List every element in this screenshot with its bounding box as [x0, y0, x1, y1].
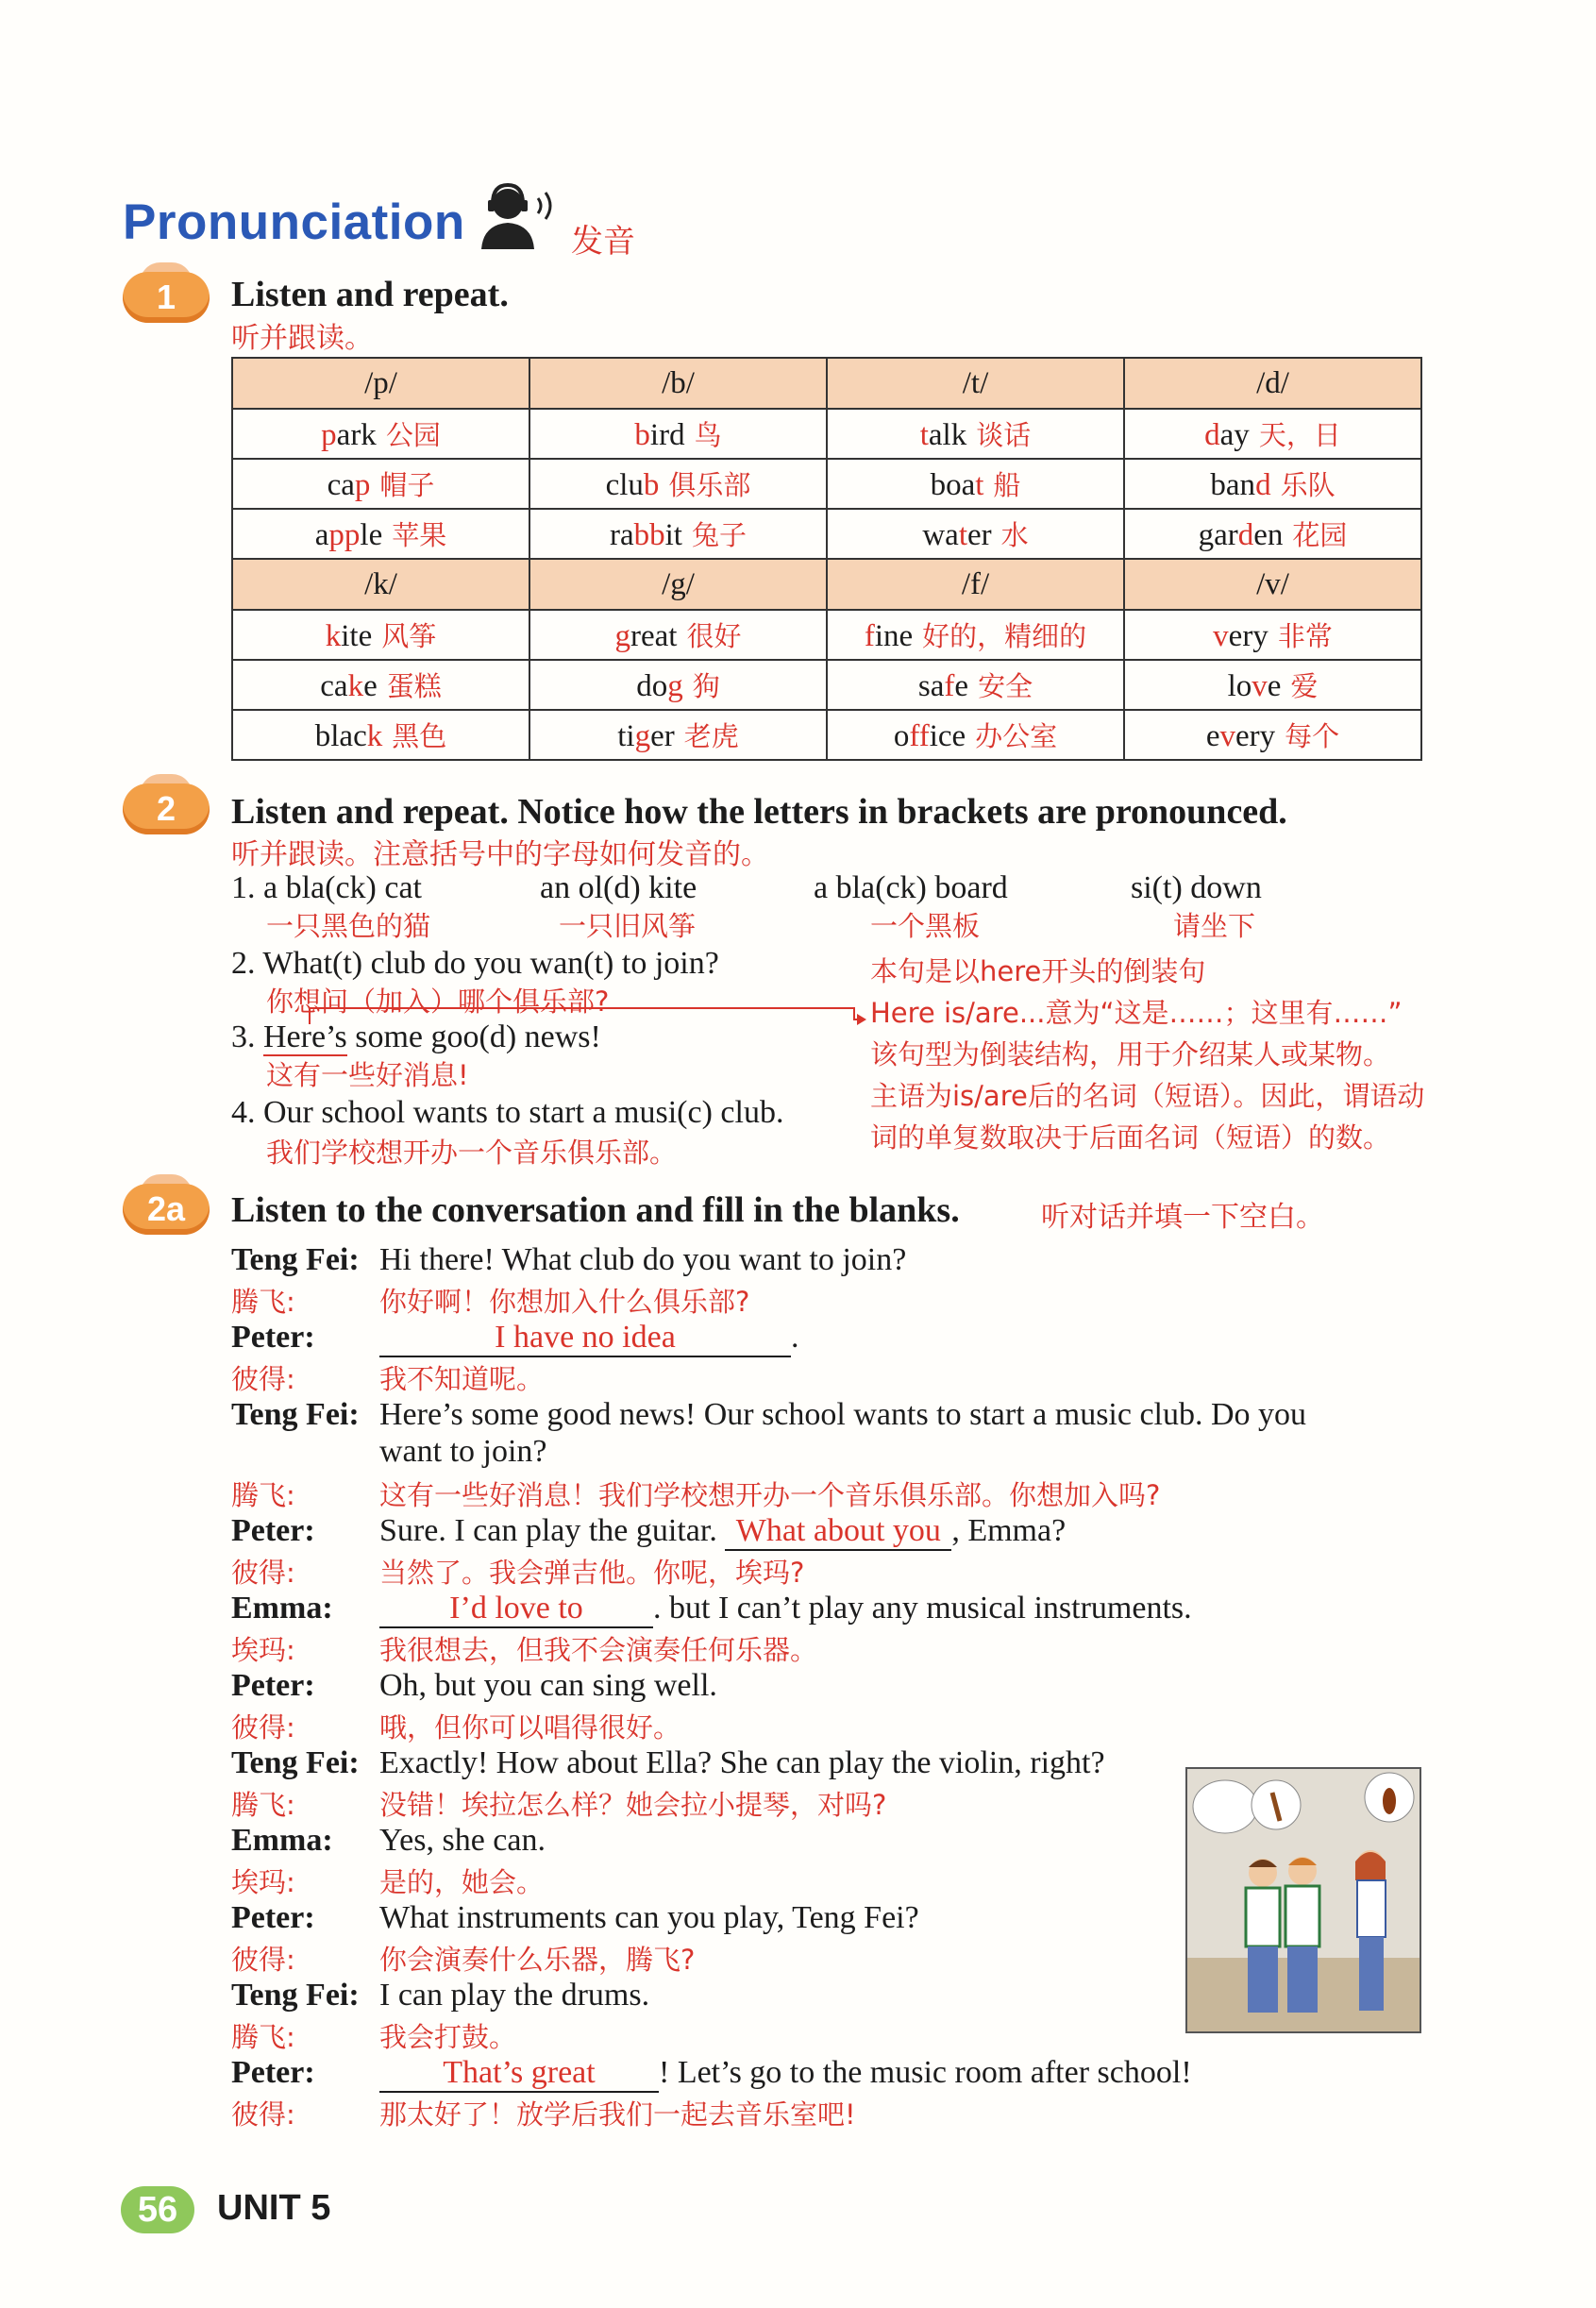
section-2a-heading: Listen to the conversation and fill in the blanks.: [231, 1190, 960, 1230]
word-translation: 水: [1000, 519, 1029, 551]
phoneme-header: /t/: [827, 358, 1124, 409]
page-title: Pronunciation: [123, 194, 465, 250]
page-title-cn: 发音: [571, 223, 635, 261]
word-translation: 公园: [385, 419, 441, 451]
word-cell: [1124, 509, 1421, 559]
speaker-name: Peter:: [231, 1320, 315, 1355]
phoneme-header: /d/: [1124, 358, 1421, 409]
word-cell: [827, 610, 1124, 660]
word-translation: 很好: [686, 620, 742, 652]
answer-blank: I’d love to: [379, 1591, 653, 1628]
highlighted-letter: d: [1255, 468, 1271, 502]
section-2-heading: Listen and repeat. Notice how the letters in brackets are pronounced.: [231, 792, 1287, 832]
here-is-underline: Here’s: [263, 1019, 347, 1054]
table-row: [232, 409, 1421, 459]
highlighted-letter: ff: [909, 719, 930, 753]
word-cell: [1124, 459, 1421, 509]
word-translation: 非常: [1277, 620, 1333, 652]
speaker-name-cn: 彼得:: [231, 1944, 295, 1976]
grammar-note-1: 本句是以here开头的倒装句: [870, 955, 1206, 987]
phoneme-header: /k/: [232, 559, 529, 610]
highlighted-letter: d: [1237, 518, 1254, 552]
item-1-phrase-4: si(t) down: [1131, 870, 1262, 905]
word-translation: 俱乐部: [668, 469, 751, 501]
dialog-line: [379, 1242, 906, 1278]
word-part: it: [664, 518, 682, 552]
word-part: boa: [930, 468, 976, 502]
line-text: .: [791, 1320, 799, 1355]
music-club-illustration: [1185, 1767, 1421, 2033]
word-cell: [529, 459, 827, 509]
speaker-name: Peter:: [231, 1900, 315, 1935]
unit-label: UNIT 5: [217, 2188, 331, 2228]
word-part: ite: [341, 619, 373, 653]
speaker-name: Teng Fei:: [231, 1397, 360, 1432]
line-text: , Emma?: [951, 1513, 1067, 1548]
item-1-cn-2: 一只旧风筝: [559, 910, 697, 942]
section-1-heading: Listen and repeat.: [231, 275, 509, 314]
word-translation: 谈话: [976, 419, 1032, 451]
word-part: ine: [874, 619, 914, 653]
dialog-translation: 我会打鼓。: [379, 2021, 517, 2053]
phonics-table: [231, 357, 1422, 761]
speaker-name-cn: 腾飞:: [231, 1286, 295, 1318]
line-text: What instruments can you play, Teng Fei?: [379, 1900, 919, 1935]
word-cell: [827, 459, 1124, 509]
speaker-name-cn: 彼得:: [231, 2098, 295, 2131]
word-part: er: [650, 719, 675, 753]
dialog-line: [379, 1745, 1105, 1781]
table-header-row: [232, 358, 1421, 409]
line-text: ! Let’s go to the music room after school!: [659, 2055, 1192, 2090]
table-header-row: [232, 559, 1421, 610]
dialog-line: [379, 1900, 919, 1936]
word-part: wa: [922, 518, 959, 552]
speaker-name-cn: 腾飞:: [231, 2021, 295, 2053]
highlighted-letter: g: [667, 669, 683, 703]
dialog-translation: 没错！埃拉怎么样？她会拉小提琴，对吗?: [379, 1789, 887, 1821]
table-row: [232, 710, 1421, 760]
word-translation: 兔子: [691, 519, 747, 551]
word-part: e: [363, 669, 378, 703]
dialog-translation: 你好啊！你想加入什么俱乐部?: [379, 1286, 750, 1318]
word-part: ca: [327, 468, 355, 502]
word-translation: 风筝: [381, 620, 437, 652]
section-2a-heading-cn: 听对话并填一下空白。: [1041, 1201, 1324, 1234]
item-3-sentence: 3. Here’s some goo(d) news!: [231, 1019, 601, 1054]
table-row: [232, 610, 1421, 660]
highlighted-letter: g: [614, 619, 631, 653]
word-cell: [232, 710, 529, 760]
dialog-translation: 哦，但你可以唱得很好。: [379, 1711, 681, 1744]
answer-blank: I have no idea: [379, 1320, 791, 1357]
speaker-name: Teng Fei:: [231, 1242, 360, 1277]
speaker-name-cn: 埃玛:: [231, 1634, 295, 1666]
item-1-cn-3: 一个黑板: [870, 910, 981, 942]
highlighted-letter: b: [634, 418, 650, 452]
highlighted-letter: v: [1219, 719, 1235, 753]
word-cell: [232, 459, 529, 509]
highlighted-letter: v: [1252, 669, 1268, 703]
word-part: ery: [1228, 619, 1268, 653]
item-3-cn: 这有一些好消息!: [266, 1059, 469, 1091]
word-translation: 帽子: [379, 469, 435, 501]
word-cell: [1124, 610, 1421, 660]
word-cell: [232, 660, 529, 710]
word-part: le: [360, 518, 383, 552]
dialog-line: [379, 1668, 717, 1704]
word-cell: [827, 509, 1124, 559]
highlighted-letter: k: [347, 669, 364, 703]
word-part: ery: [1235, 719, 1276, 753]
word-part: lo: [1227, 669, 1252, 703]
word-part: ice: [929, 719, 966, 753]
page-number-badge: 56: [121, 2186, 194, 2233]
word-part: alk: [928, 418, 967, 452]
word-part: do: [636, 669, 668, 703]
highlighted-letter: g: [634, 719, 651, 753]
word-translation: 安全: [978, 670, 1033, 702]
word-part: e: [1267, 669, 1282, 703]
word-cell: [827, 409, 1124, 459]
line-text: Hi there! What club do you want to join?: [379, 1242, 907, 1277]
speaker-name: Emma:: [231, 1591, 333, 1626]
word-translation: 爱: [1290, 670, 1319, 702]
dialog-translation: 是的，她会。: [379, 1866, 545, 1898]
word-translation: 花园: [1292, 519, 1348, 551]
highlighted-letter: b: [643, 468, 660, 502]
table-row: [232, 509, 1421, 559]
word-part: ca: [320, 669, 348, 703]
highlighted-letter: t: [919, 418, 929, 452]
word-part: ban: [1210, 468, 1256, 502]
word-part: ay: [1219, 418, 1250, 452]
word-translation: 乐队: [1280, 469, 1336, 501]
dialog-translation: 我不知道呢。: [379, 1363, 545, 1395]
dialog-line: [379, 1591, 1192, 1628]
highlighted-letter: p: [354, 468, 371, 502]
word-cell: [232, 610, 529, 660]
word-cell: [529, 660, 827, 710]
item-4-sentence: 4. Our school wants to start a musi(c) club.: [231, 1095, 784, 1130]
table-row: [232, 660, 1421, 710]
speaker-name: Teng Fei:: [231, 1745, 360, 1780]
word-part: ird: [649, 418, 685, 452]
speaker-name-cn: 彼得:: [231, 1711, 295, 1744]
grammar-note-5: 词的单复数取决于后面名词（短语）的数。: [870, 1121, 1391, 1154]
highlighted-letter: bb: [633, 518, 665, 552]
dialog-line: [379, 2055, 1192, 2093]
section-2-heading-cn: 听并跟读。注意括号中的字母如何发音的。: [231, 838, 769, 871]
word-part: gar: [1198, 518, 1238, 552]
item-1-phrase-3: a bla(ck) board: [814, 870, 1008, 905]
word-cell: [529, 509, 827, 559]
speaker-name: Emma:: [231, 1823, 333, 1858]
speaker-name: Peter:: [231, 1513, 315, 1548]
word-part: sa: [917, 669, 945, 703]
phoneme-header: /b/: [529, 358, 827, 409]
word-translation: 鸟: [694, 419, 722, 451]
word-translation: 天，日: [1258, 419, 1341, 451]
word-cell: [827, 660, 1124, 710]
word-part: a: [314, 518, 329, 552]
word-part: ark: [336, 418, 377, 452]
answer-blank: What about you: [725, 1513, 951, 1551]
speaker-name: Peter:: [231, 2055, 315, 2090]
phoneme-header: /f/: [827, 559, 1124, 610]
line-text: Yes, she can.: [379, 1823, 546, 1858]
word-part: reat: [630, 619, 678, 653]
dialog-line: [379, 1513, 1066, 1551]
word-cell: [1124, 660, 1421, 710]
dialog-line: [379, 1823, 546, 1859]
listening-person-icon: [468, 181, 559, 257]
table-row: [232, 459, 1421, 509]
item-1-phrase-1: 1. a bla(ck) cat: [231, 870, 422, 905]
highlighted-letter: k: [366, 719, 383, 753]
speaker-name-cn: 彼得:: [231, 1557, 295, 1589]
item-1-cn-4: 请坐下: [1173, 910, 1256, 942]
speaker-name-cn: 彼得:: [231, 1363, 295, 1395]
highlighted-letter: t: [975, 468, 984, 502]
word-part: ra: [610, 518, 634, 552]
speaker-name-cn: 腾飞:: [231, 1789, 295, 1821]
item-2-cn: 你想问（加入）哪个俱乐部?: [266, 986, 610, 1018]
dialog-translation: 当然了。我会弹吉他。你呢，埃玛?: [379, 1557, 805, 1589]
item-2-sentence: 2. What(t) club do you wan(t) to join?: [231, 946, 719, 981]
line-text: . but I can’t play any musical instruments.: [653, 1591, 1192, 1626]
highlighted-letter: v: [1213, 619, 1229, 653]
word-translation: 老虎: [683, 720, 739, 752]
grammar-note-2: Here is/are...意为“这是……；这里有……”: [870, 997, 1403, 1029]
line-text: Sure. I can play the guitar.: [379, 1513, 726, 1548]
word-translation: 好的，精细的: [922, 620, 1087, 652]
word-translation: 每个: [1285, 720, 1340, 752]
section-1-heading-cn: 听并跟读。: [231, 322, 373, 355]
word-part: clu: [605, 468, 644, 502]
dialog-translation: 这有一些好消息！我们学校想开办一个音乐俱乐部。你想加入吗?: [379, 1479, 1161, 1511]
word-translation: 办公室: [975, 720, 1058, 752]
item-1-cn-1: 一只黑色的猫: [266, 910, 431, 942]
speaker-name: Peter:: [231, 1668, 315, 1703]
section-2a-badge: 2a: [123, 1184, 210, 1235]
word-translation: 狗: [692, 670, 720, 702]
speaker-name: Teng Fei:: [231, 1978, 360, 2013]
line-text: Exactly! How about Ella? She can play the violin, right?: [379, 1745, 1105, 1780]
word-translation: 黑色: [392, 720, 447, 752]
line-text: Here’s some good news! Our school wants to start a music club. Do you: [379, 1397, 1307, 1432]
word-part: en: [1253, 518, 1284, 552]
dialog-translation: 那太好了！放学后我们一起去音乐室吧!: [379, 2098, 856, 2131]
dialog-line: [379, 1978, 649, 2013]
highlighted-letter: f: [944, 669, 955, 703]
word-translation: 船: [993, 469, 1021, 501]
phoneme-header: /v/: [1124, 559, 1421, 610]
grammar-note-4: 主语为is/are后的名词（短语）。因此，谓语动: [870, 1080, 1425, 1112]
highlighted-letter: k: [325, 619, 342, 653]
word-cell: [232, 509, 529, 559]
highlighted-letter: p: [321, 418, 337, 452]
phoneme-header: /p/: [232, 358, 529, 409]
word-part: ti: [617, 719, 635, 753]
dialog-line: [379, 1397, 1306, 1433]
phoneme-header: /g/: [529, 559, 827, 610]
word-part: e: [954, 669, 969, 703]
word-cell: [1124, 409, 1421, 459]
highlighted-letter: d: [1204, 418, 1220, 452]
item-4-cn: 我们学校想开办一个音乐俱乐部。: [266, 1137, 678, 1169]
speaker-name-cn: 埃玛:: [231, 1866, 295, 1898]
word-cell: [529, 710, 827, 760]
word-cell: [827, 710, 1124, 760]
word-translation: 蛋糕: [386, 670, 442, 702]
dialog-translation: 我很想去，但我不会演奏任何乐器。: [379, 1634, 818, 1666]
word-translation: 苹果: [392, 519, 447, 551]
word-cell: [529, 409, 827, 459]
word-cell: [529, 610, 827, 660]
highlighted-letter: f: [864, 619, 875, 653]
speaker-name-cn: 腾飞:: [231, 1479, 295, 1511]
section-1-badge: 1: [123, 272, 210, 323]
dialog-translation: 你会演奏什么乐器，腾飞?: [379, 1944, 696, 1976]
section-2-badge: 2: [123, 783, 210, 834]
highlighted-letter: pp: [328, 518, 361, 552]
grammar-note-3: 该句型为倒装结构，用于介绍某人或某物。: [870, 1038, 1391, 1070]
line-text: I can play the drums.: [379, 1978, 650, 2013]
highlighted-letter: t: [958, 518, 967, 552]
item-1-phrase-2: an ol(d) kite: [540, 870, 697, 905]
word-cell: [232, 409, 529, 459]
word-part: o: [893, 719, 910, 753]
annotation-arrow: [302, 1001, 868, 1029]
answer-blank: That’s great: [379, 2055, 659, 2093]
dialog-line: [379, 1320, 799, 1357]
word-cell: [1124, 710, 1421, 760]
word-part: blac: [314, 719, 367, 753]
dialog-line-continued: want to join?: [379, 1434, 547, 1469]
word-part: er: [967, 518, 992, 552]
line-text: Oh, but you can sing well.: [379, 1668, 717, 1703]
word-part: e: [1205, 719, 1220, 753]
